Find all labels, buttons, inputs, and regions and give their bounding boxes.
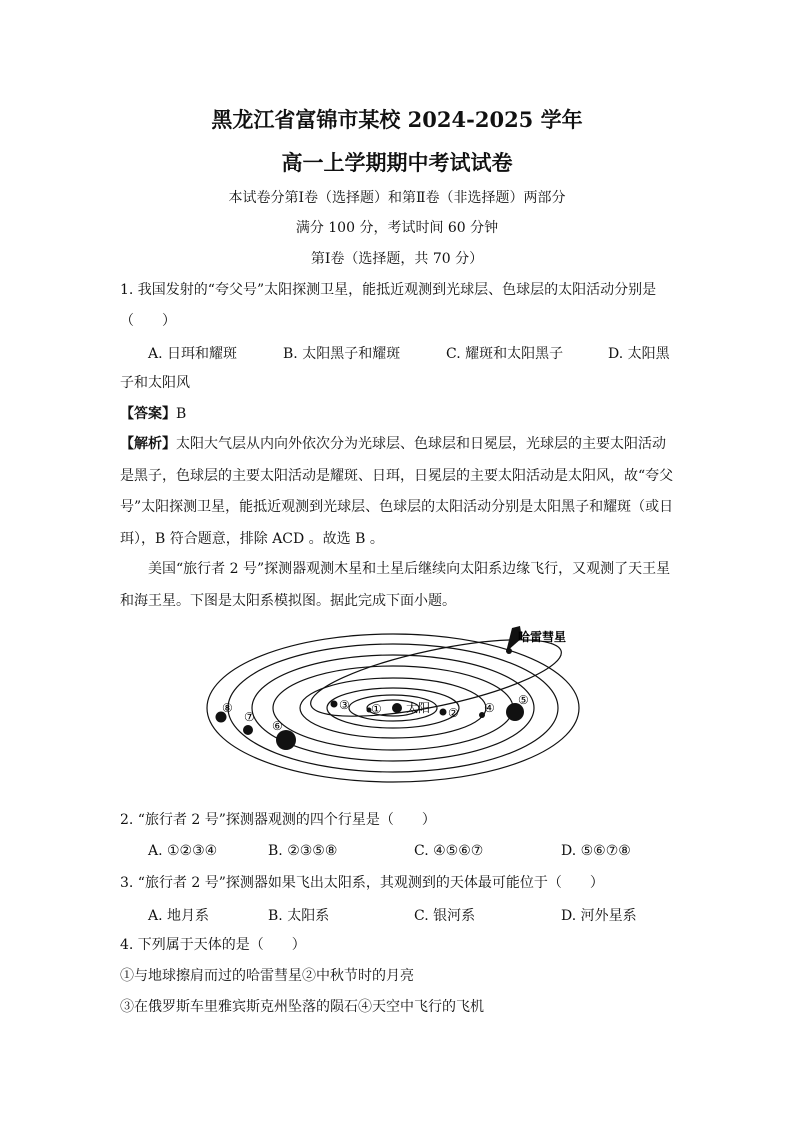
planet-label-1: ① (371, 702, 382, 716)
q1-answer (120, 405, 186, 424)
q3-stem: 3. “旅行者 2 号”探测器如果飞出太阳系，其观测到的天体最可能位于（ ） (120, 875, 604, 891)
q1-option-c: C. 耀斑和太阳黑子 (446, 346, 564, 362)
planet-2 (440, 709, 447, 716)
q1-blank: （ ） (120, 313, 176, 329)
exam-score-time-info: 满分 100 分，考试时间 60 分钟 (295, 220, 499, 236)
q3-option-c: C. 银河系 (414, 908, 476, 924)
intro-paragraph: 美国“旅行者 2 号”探测器观测木星和土星后继续向太阳系边缘飞行，又观测了天王星和海王星。下图是太阳系模拟图。据此完成下面小题。 (120, 561, 671, 609)
solar-system-diagram (200, 620, 590, 795)
planet-6 (276, 730, 296, 750)
q2-stem: 2. “旅行者 2 号”探测器观测的四个行星是（ ） (120, 812, 436, 828)
q2-option-b: B. ②③⑤⑧ (268, 843, 338, 859)
q4-stem: 4. 下列属于天体的是（ ） (120, 937, 306, 953)
q1-option-b: B. 太阳黑子和耀斑 (283, 346, 401, 362)
sun-label: 太阳 (406, 701, 431, 715)
planet-label-8: ⑧ (222, 701, 233, 715)
sun-icon (392, 703, 402, 713)
answer-label: 【答案】 (120, 406, 176, 422)
q2-option-a: A. ①②③④ (148, 843, 218, 859)
page-title: 黑龙江省富锦市某校 2024-2025 学年 (211, 107, 583, 132)
planet-7 (243, 725, 253, 735)
planet-label-7: ⑦ (244, 710, 255, 724)
planet-label-3: ③ (339, 698, 350, 712)
analysis-text: 太阳大气层从内向外依次分为光球层、色球层和日冕层，光球层的主要太阳活动是黑子，色球层的主要太阳活动是耀斑、日珥，日冕层的主要太阳活动是太阳风，故“夸父号”太阳探测卫星，能抵近观测到光球层、色球层的太阳活动分别是太阳黑子和耀斑（或日珥），B 符合题意，排除 ACD 。故选 B 。 (120, 436, 674, 547)
q1-option-d-continued: 子和太阳风 (120, 375, 190, 391)
planet-3 (331, 701, 338, 708)
analysis-label: 【解析】 (120, 436, 176, 452)
q2-option-d: D. ⑤⑥⑦⑧ (561, 843, 631, 859)
q1-stem: 1. 我国发射的“夸父号”太阳探测卫星，能抵近观测到光球层、色球层的太阳活动分别是 (120, 282, 657, 298)
q1-option-a: A. 日珥和耀斑 (148, 346, 238, 362)
q4-item-line-2: ③在俄罗斯车里雅宾斯克州坠落的陨石④天空中飞行的飞机 (120, 999, 484, 1015)
planet-label-6: ⑥ (272, 719, 283, 733)
exam-structure-info: 本试卷分第Ⅰ卷（选择题）和第Ⅱ卷（非选择题）两部分 (228, 190, 566, 206)
answer-value: B (176, 406, 187, 422)
planet-label-2: ② (448, 706, 459, 720)
q4-item-line-1: ①与地球擦肩而过的哈雷彗星②中秋节时的月亮 (120, 968, 414, 984)
planet-label-5: ⑤ (518, 693, 529, 707)
section-title: 第Ⅰ卷（选择题，共 70 分） (310, 251, 484, 267)
planet-label-4: ④ (484, 701, 495, 715)
comet-head (506, 648, 512, 654)
q3-option-a: A. 地月系 (148, 908, 210, 924)
q2-option-c: C. ④⑤⑥⑦ (414, 843, 484, 859)
q1-option-d: D. 太阳黑 (608, 346, 670, 362)
comet-label: 哈雷彗星 (518, 630, 567, 644)
page-subtitle: 高一上学期期中考试试卷 (281, 150, 513, 175)
q3-option-d: D. 河外星系 (561, 908, 637, 924)
q3-option-b: B. 太阳系 (268, 908, 330, 924)
q1-analysis (120, 429, 675, 555)
